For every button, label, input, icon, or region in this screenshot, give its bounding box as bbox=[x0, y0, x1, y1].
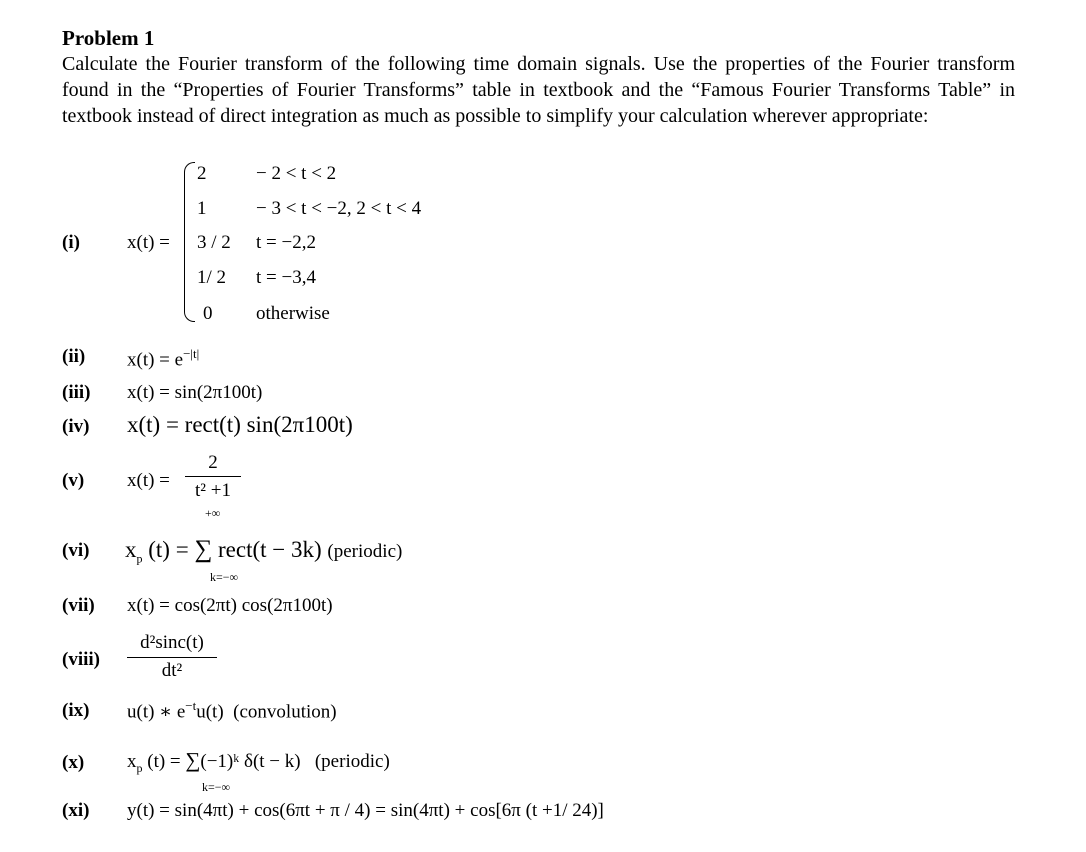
p10-term: (−1)ᵏ δ(t − k) bbox=[200, 751, 301, 772]
p9-expression bbox=[127, 698, 337, 723]
p1-case-condition: otherwise bbox=[256, 303, 330, 324]
p6-sigma: ∑ bbox=[194, 536, 213, 563]
p2-expression bbox=[127, 346, 199, 371]
p1-case-value: 1/ 2 bbox=[197, 267, 227, 288]
p10-lhs2: (t) = bbox=[147, 751, 181, 772]
p9-rest: u(t) bbox=[196, 701, 224, 723]
p5-lhs: x(t) = bbox=[127, 470, 170, 491]
label-vi: (vi) bbox=[62, 540, 90, 561]
p9-exponent: −t bbox=[185, 698, 197, 713]
p1-case-condition: t = −2,2 bbox=[256, 232, 316, 253]
label-vii: (vii) bbox=[62, 595, 95, 616]
p10-lhs: x bbox=[127, 751, 137, 772]
p10-sigma: ∑ bbox=[185, 748, 201, 772]
p1-case-condition: t = −3,4 bbox=[256, 267, 316, 288]
p8-numerator: d²sinc(t) bbox=[140, 632, 204, 653]
p6-subscript: p bbox=[136, 551, 143, 566]
piecewise-brace bbox=[184, 162, 195, 322]
p1-lhs: x(t) = bbox=[127, 232, 170, 253]
p8-fraction bbox=[127, 632, 217, 682]
label-v: (v) bbox=[62, 470, 85, 491]
p1-case-value: 1 bbox=[197, 198, 207, 219]
p2-lhs: x(t) = e bbox=[127, 349, 184, 371]
p8-denominator: dt² bbox=[161, 660, 183, 681]
p3-expression: x(t) = sin(2π100t) bbox=[127, 382, 263, 403]
problem-intro: Calculate the Fourier transform of the following time domain signals. Use the properties of the Fourier transform found in the “Properties of Fourier Transforms” table in textbook and the “Famous Fourier Transforms Table” in textbook instead of direct integration as much as possible to simplify your calculation wherever appropriate: bbox=[62, 53, 1015, 127]
p1-case-value: 0 bbox=[203, 303, 213, 324]
p1-case-value: 2 bbox=[197, 163, 207, 184]
fraction-bar bbox=[185, 476, 241, 477]
p6-upper-limit: +∞ bbox=[205, 506, 221, 520]
label-viii: (viii) bbox=[62, 649, 100, 670]
p1-case-condition: − 3 < t < −2, 2 < t < 4 bbox=[256, 198, 422, 219]
p6-lower-limit: k=−∞ bbox=[210, 570, 239, 584]
problem-title: Problem 1 bbox=[62, 26, 155, 50]
p10-lower-limit: k=−∞ bbox=[202, 780, 231, 794]
label-ix: (ix) bbox=[62, 700, 90, 721]
p6-expression bbox=[125, 536, 402, 567]
p10-subscript: p bbox=[136, 760, 143, 775]
label-i: (i) bbox=[62, 232, 80, 253]
p6-note: (periodic) bbox=[327, 541, 403, 562]
p1-case-value: 3 / 2 bbox=[197, 232, 231, 253]
label-iv: (iv) bbox=[62, 416, 90, 437]
p6-lhs: x bbox=[125, 537, 137, 562]
p10-note: (periodic) bbox=[314, 751, 390, 772]
label-ii: (ii) bbox=[62, 346, 86, 367]
p9-note: (convolution) bbox=[233, 701, 337, 723]
p2-exponent: −|t| bbox=[183, 346, 200, 361]
label-x: (x) bbox=[62, 752, 85, 773]
p11-expression: y(t) = sin(4πt) + cos(6πt + π / 4) = sin(4πt) + cos[6π (t +1/ 24)] bbox=[127, 800, 604, 821]
p10-expression bbox=[127, 748, 390, 776]
label-xi: (xi) bbox=[62, 800, 90, 821]
label-iii: (iii) bbox=[62, 382, 91, 403]
p5-numerator: 2 bbox=[208, 452, 218, 473]
p6-term: rect(t − 3k) bbox=[218, 537, 322, 562]
p5-fraction bbox=[185, 452, 241, 502]
p7-expression: x(t) = cos(2πt) cos(2π100t) bbox=[127, 595, 333, 616]
p1-case-condition: − 2 < t < 2 bbox=[256, 163, 337, 184]
p9-lhs: u(t) ∗ e bbox=[127, 701, 186, 723]
fraction-bar bbox=[127, 657, 217, 658]
p6-lhs2: (t) = bbox=[148, 537, 189, 562]
p5-denominator: t² +1 bbox=[195, 480, 231, 501]
p4-expression: x(t) = rect(t) sin(2π100t) bbox=[127, 412, 353, 437]
